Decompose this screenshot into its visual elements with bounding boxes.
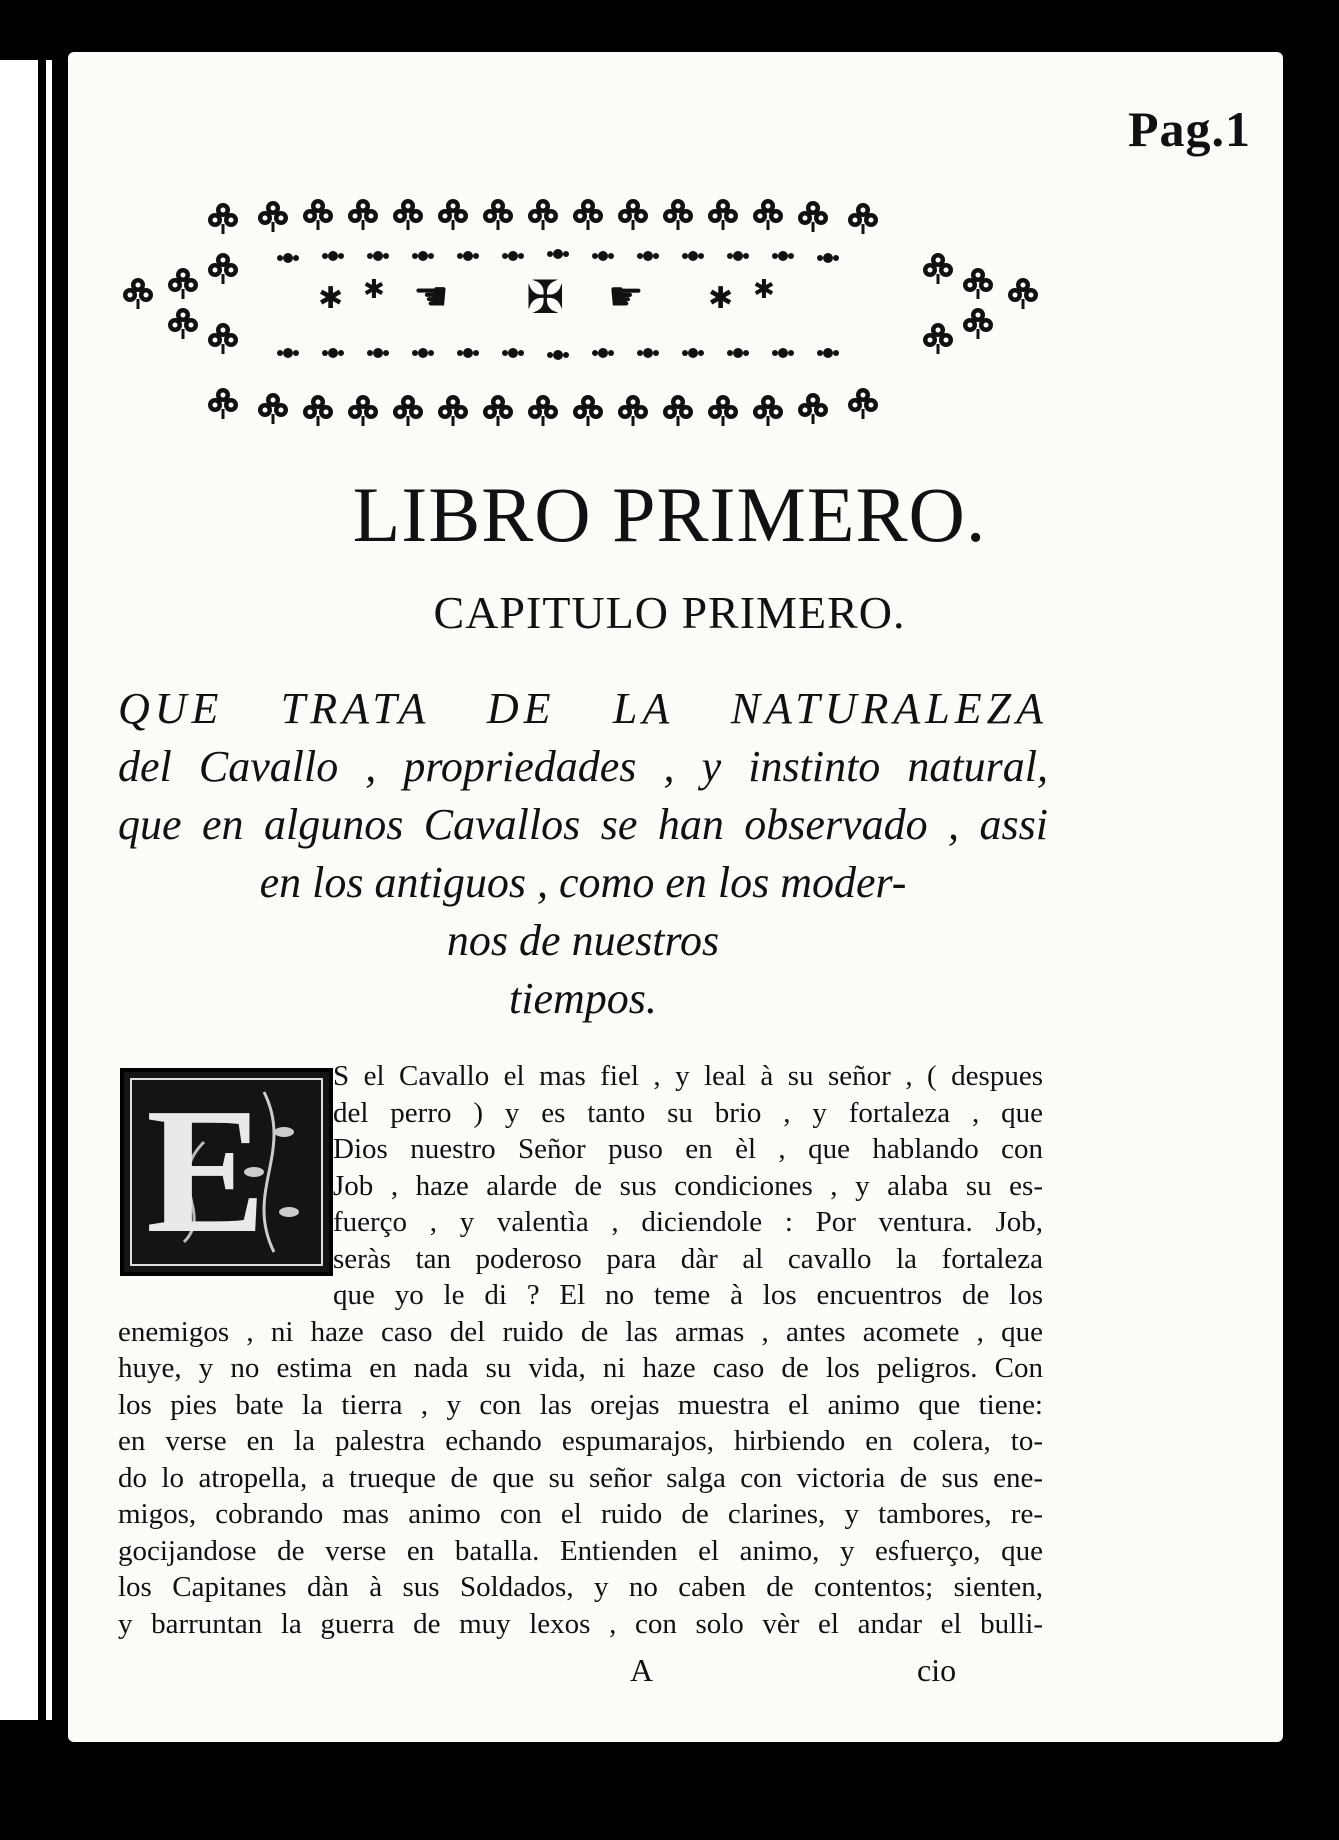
subtitle-line: que en algunos Cavallos se han observado , assi — [118, 800, 1048, 849]
svg-text:☚: ☚ — [413, 274, 449, 320]
subtitle-line: del Cavallo , propriedades , y instinto natural, — [118, 742, 1048, 791]
chapter-heading: CAPITULO PRIMERO. — [433, 587, 906, 638]
svg-text:✱: ✱ — [363, 275, 385, 305]
printers-ornament — [118, 188, 1046, 458]
subtitle-line: QUE TRATA DE LA NATURALEZA — [118, 684, 1048, 733]
text-line: Dios nuestro Señor puso en èl , que hablando con — [333, 1133, 1043, 1165]
signature-mark: A — [630, 1652, 654, 1688]
svg-text:✱: ✱ — [753, 275, 775, 305]
text-line: en verse en la palestra echando espumarajos, hirbiendo en colera, to- — [118, 1425, 1043, 1457]
text-line: huye, y no estima en nada su vida, ni haze caso de los peligros. Con — [118, 1352, 1043, 1384]
subtitle-line: en los antiguos , como en los moder- — [259, 858, 907, 907]
svg-text:✱: ✱ — [318, 281, 344, 316]
text-line: los pies bate la tierra , y con las orejas muestra el animo que tiene: — [118, 1388, 1043, 1421]
text-line: migos, cobrando mas animo con el ruido de clarines, y tambores, re- — [118, 1498, 1043, 1530]
text-line: del perro ) y es tanto su brio , y fortaleza , que — [333, 1096, 1043, 1129]
chapter-subtitle — [118, 680, 1048, 1028]
text-line: seràs tan poderoso para dàr al cavallo la fortaleza — [333, 1242, 1043, 1275]
text-line: do lo atropella, a trueque de que su señor salga con victoria de sus ene- — [118, 1461, 1043, 1494]
text-line: que yo le di ? El no teme à los encuentros de los — [333, 1279, 1043, 1311]
subtitle-line: tiempos. — [509, 974, 657, 1023]
text-line: gocijandose de verse en batalla. Entienden el animo, y esfuerço, que — [118, 1534, 1043, 1567]
text-line: enemigos , ni haze caso del ruido de las armas , antes acomete , que — [118, 1315, 1043, 1348]
subtitle-line: nos de nuestros — [446, 916, 720, 965]
svg-text:☛: ☛ — [608, 274, 644, 320]
text-line: fuerço , y valentìa , diciendole : Por ventura. Job, — [333, 1206, 1043, 1238]
svg-text:✠: ✠ — [526, 270, 565, 324]
text-line: los Capitanes dàn à sus Soldados, y no caben de contentos; sienten, — [118, 1571, 1043, 1603]
page-number: Pag.1 — [1127, 101, 1251, 157]
text-line: y barruntan la guerra de muy lexos , con solo vèr el andar el bulli- — [118, 1607, 1043, 1640]
svg-text:✱: ✱ — [708, 281, 734, 316]
text-line: Job , haze alarde de sus condiciones , y alaba su es- — [333, 1169, 1043, 1202]
previous-page-edge — [0, 60, 55, 1720]
body-text — [118, 1058, 1043, 1642]
drop-cap-letter: E — [146, 1071, 267, 1270]
book-heading: LIBRO PRIMERO. — [352, 471, 987, 558]
catchword: cio — [917, 1652, 957, 1688]
text-line: S el Cavallo el mas fiel , y leal à su señor , ( despues — [333, 1060, 1043, 1092]
